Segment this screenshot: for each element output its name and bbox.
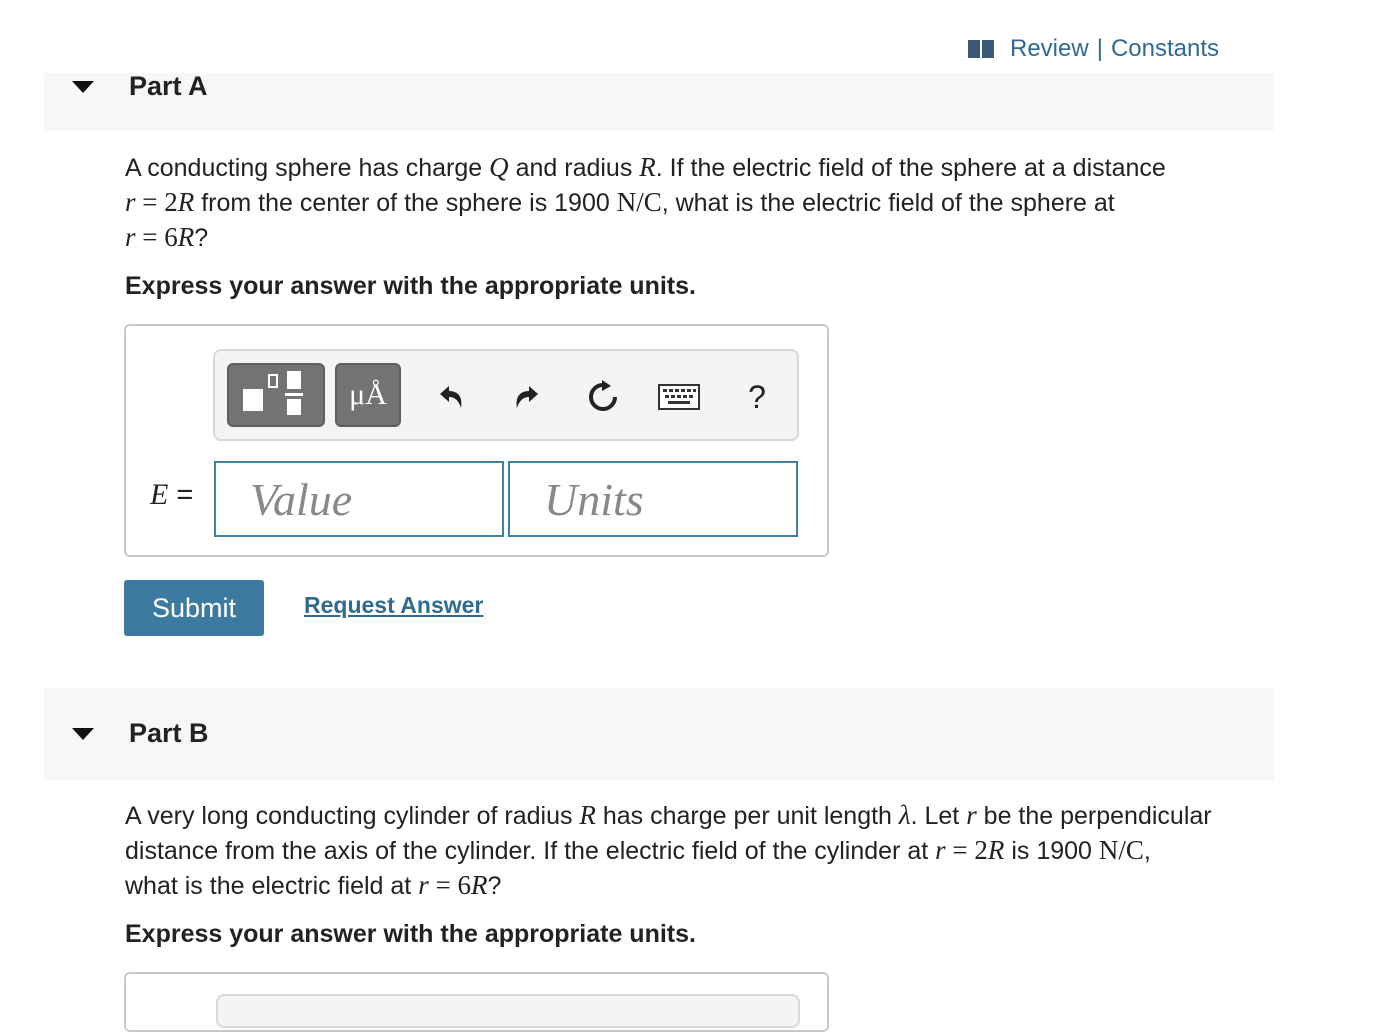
help-icon: ? xyxy=(748,378,766,415)
part-a-answer-box xyxy=(124,324,829,557)
part-b-instructions: Express your answer with the appropriate units. xyxy=(125,920,696,948)
undo-icon xyxy=(434,380,468,414)
help-button[interactable] xyxy=(733,371,781,423)
constants-link[interactable]: Constants xyxy=(1110,35,1219,62)
part-a-problem: A conducting sphere has charge Q and radius R. If the electric field of the sphere at a distance r = 2R from the center of the sphere is 1900 N/C, what is the electric field of the sphere at r = 6R? xyxy=(125,152,1166,252)
units-button[interactable] xyxy=(335,363,401,427)
book-icon xyxy=(968,40,994,58)
link-separator: | xyxy=(1096,35,1103,62)
part-a-instructions: Express your answer with the appropriate units. xyxy=(125,272,696,300)
units-input[interactable] xyxy=(508,461,798,537)
reset-icon xyxy=(585,379,621,415)
collapse-caret-icon[interactable] xyxy=(72,728,94,740)
math-toolbar xyxy=(213,349,799,441)
part-a-title: Part A xyxy=(129,71,208,101)
part-a-header[interactable] xyxy=(44,73,1274,131)
templates-icon xyxy=(229,365,323,425)
keyboard-icon xyxy=(658,384,700,410)
value-input[interactable] xyxy=(214,461,504,537)
answer-variable-label: E = xyxy=(150,478,194,511)
math-toolbar xyxy=(216,994,800,1028)
collapse-caret-icon[interactable] xyxy=(72,81,94,93)
redo-button[interactable] xyxy=(503,371,551,423)
units-icon: μÅ xyxy=(349,378,387,411)
templates-button[interactable] xyxy=(227,363,325,427)
redo-icon xyxy=(510,380,544,414)
top-links xyxy=(968,34,1219,64)
part-b-title: Part B xyxy=(129,718,209,748)
reset-button[interactable] xyxy=(579,371,627,423)
submit-button[interactable]: Submit xyxy=(124,580,264,636)
part-b-answer-box xyxy=(124,972,829,1032)
part-b-header[interactable] xyxy=(44,688,1274,780)
request-answer-link[interactable]: Request Answer xyxy=(304,592,484,618)
part-b-problem: A very long conducting cylinder of radius R has charge per unit length λ. Let r be the perpendicular distance from the axis of the cylinder. If the electric field of the cylinder at r = 2R is 1900 N/C, what is the electric field at r = 6R? xyxy=(125,800,1212,900)
review-link[interactable]: Review xyxy=(1010,35,1089,62)
undo-button[interactable] xyxy=(427,371,475,423)
units-placeholder: Units xyxy=(544,474,644,525)
value-placeholder: Value xyxy=(250,474,353,525)
keyboard-button[interactable] xyxy=(655,371,703,423)
